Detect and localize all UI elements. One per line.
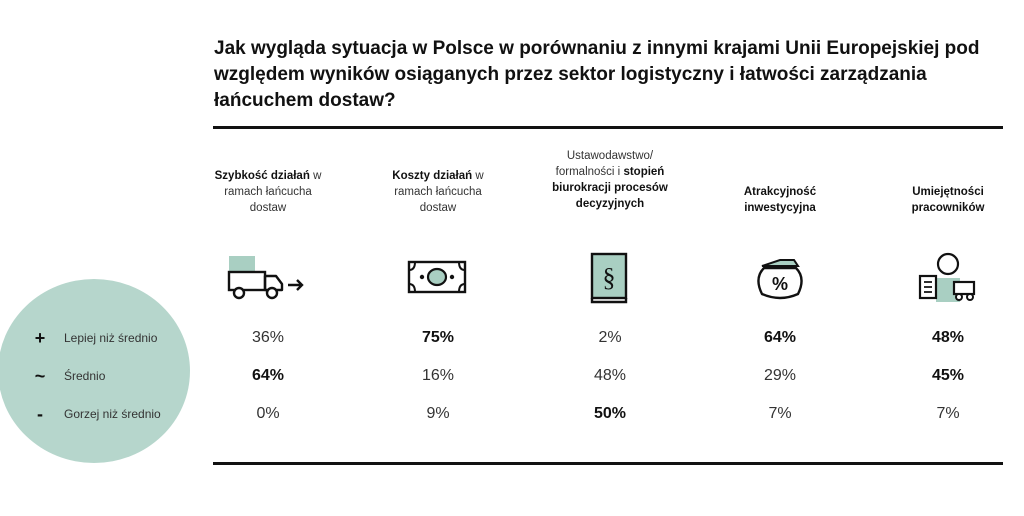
legend-symbol: ~ — [34, 366, 46, 386]
value-cell: 7% — [936, 405, 960, 422]
svg-text:§: § — [602, 263, 616, 292]
column-header-bold: stopień biurokracji procesów decyzyjnych — [552, 166, 668, 210]
legend-label: Gorzej niż średnio — [64, 407, 161, 421]
column-header — [545, 148, 675, 212]
percent-bag-icon — [705, 252, 855, 304]
value-cell: 75% — [421, 329, 455, 346]
legend-label: Lepiej niż średnio — [64, 331, 158, 345]
value-cell: 64% — [251, 367, 285, 384]
value-cell: 64% — [763, 329, 797, 346]
column-header — [378, 168, 498, 216]
value-cell: 0% — [256, 405, 280, 422]
value-cell: 7% — [768, 405, 792, 422]
value-cell: 9% — [426, 405, 450, 422]
banknote-icon — [363, 252, 513, 304]
value-cell: 45% — [931, 367, 965, 384]
column-header-text: Ustawodawstwo/ formalności i — [555, 150, 654, 178]
chart-title: Jak wygląda sytuacja w Polsce w porównaniu z innymi krajami Unii Europejskiej pod względem wyników osiąganych przez sektor logistyczny i łatwości zarządzania łańcuchem dostaw? — [214, 38, 980, 111]
bottom-divider — [213, 462, 1003, 465]
truck-icon — [193, 252, 343, 304]
column-header-bold: Atrakcyjność inwestycyjna — [743, 186, 817, 214]
value-cell: 48% — [931, 329, 965, 346]
worker-icon — [873, 252, 1023, 304]
top-divider — [213, 126, 1003, 129]
column-header — [725, 184, 835, 216]
law-book-icon — [535, 252, 685, 304]
value-cell: 29% — [763, 367, 797, 384]
value-cell: 16% — [421, 367, 455, 384]
column-header — [893, 184, 1003, 216]
value-cell: 50% — [593, 405, 627, 422]
legend-symbol: + — [34, 328, 46, 348]
svg-text:%: % — [771, 274, 789, 294]
column-header-text: w ramach łańcucha dostaw — [394, 170, 484, 214]
column-header-bold: Koszty działań — [392, 170, 473, 182]
legend-label: Średnio — [64, 369, 106, 383]
value-cell: 36% — [251, 329, 285, 346]
legend-symbol: - — [37, 404, 43, 424]
column-header-bold: Szybkość działań — [214, 170, 310, 182]
value-cell: 2% — [598, 329, 622, 346]
column-header-bold: Umiejętności pracowników — [911, 186, 985, 214]
value-cell: 48% — [593, 367, 627, 384]
column-header — [208, 168, 328, 216]
column-header-text: w ramach łańcucha dostaw — [224, 170, 322, 214]
